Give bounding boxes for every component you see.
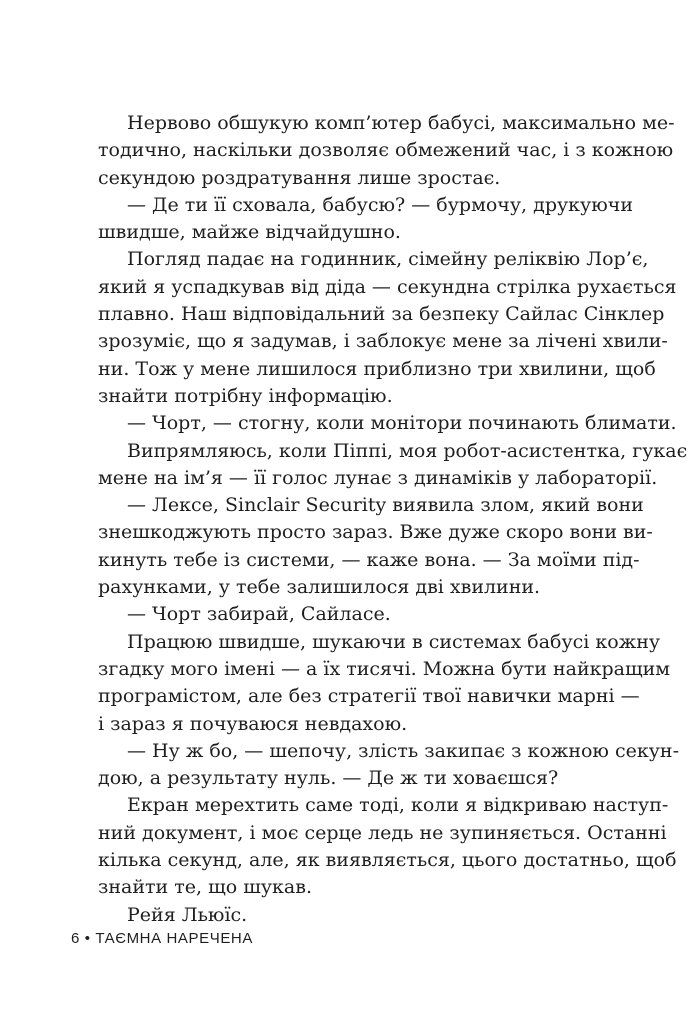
text-line: — Лексе, Sinclair Security виявила злом, який вони (127, 494, 644, 517)
text-line: згадку мого імені — а їх тисячі. Можна бути найкращим (98, 657, 671, 680)
text-line: секундою роздратування лише зростає. (98, 166, 501, 189)
text-line: і зараз я почуваюся невдахою. (98, 712, 408, 735)
text-line: плавно. Наш відповідальний за безпеку Сайлас Сінклер (98, 303, 665, 326)
text-line: Нервово обшукую комп’ютер бабусі, максимально ме- (127, 112, 675, 134)
text-line: тодично, наскільки дозволяє обмежений час, і з кожною (98, 139, 674, 162)
text-line: кілька секунд, але, як виявляється, цього достатньо, щоб (98, 849, 677, 872)
body-text (98, 110, 688, 929)
text-line: Працюю швидше, шукаючи в системах бабусі кожну (127, 630, 661, 653)
text-line: знайти потрібну інформацію. (98, 384, 393, 407)
text-line: Випрямляюсь, коли Піппі, моя робот-асистентка, гукає (127, 439, 688, 462)
text-line: дою, а результату нуль. — Де ж ти ховаєшся? (98, 767, 559, 790)
text-line: кинуть тебе із системи, — каже вона. — За моїми під- (98, 548, 640, 571)
text-line: — Чорт забирай, Сайласе. (127, 603, 391, 626)
text-line: Погляд падає на годинник, сімейну реліквію Лор’є, (127, 248, 649, 271)
text-line: — Ну ж бо, — шепочу, злість закипає з кожною секун- (127, 739, 680, 762)
text-line: рахунками, у тебе залишилося дві хвилини. (98, 576, 541, 599)
page-footer: 6 • ТАЄМНА НАРЕЧЕНА (71, 930, 253, 947)
text-line: Рейя Льюїс. (127, 903, 248, 926)
text-line: зрозуміє, що я задумав, і заблокує мене за лічені хвили- (98, 330, 668, 353)
text-line: програмістом, але без стратегії твої навички марні — (98, 685, 640, 708)
text-line: який я успадкував від діда — секундна стрілка рухається (98, 275, 677, 298)
text-line: — Де ти її сховала, бабусю? — бурмочу, друкуючи (127, 193, 633, 216)
text-line: мене на ім’я — її голос лунає з динаміків у лабораторії. (98, 466, 658, 489)
text-line: ни. Тож у мене лишилося приблизно три хвилини, щоб (98, 357, 656, 380)
text-line: швидше, майже відчайдушно. (98, 221, 401, 244)
text-line: знешкоджують просто зараз. Вже дуже скоро вони ви- (98, 521, 653, 544)
text-line: ний документ, і моє серце ледь не зупиняється. Останні (98, 821, 667, 844)
text-line: Екран мерехтить саме тоді, коли я відкриваю наступ- (127, 794, 669, 817)
text-line: знайти те, що шукав. (98, 876, 312, 899)
text-line: — Чорт, — стогну, коли монітори починають блимати. (127, 412, 677, 435)
